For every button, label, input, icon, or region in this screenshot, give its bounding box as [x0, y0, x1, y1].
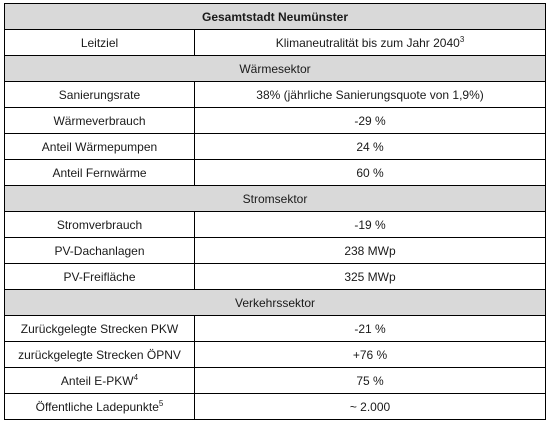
row-value: 238 MWp — [195, 238, 546, 264]
row-label: zurückgelegte Strecken ÖPNV — [18, 347, 181, 362]
row-value: -21 % — [195, 316, 546, 342]
table-row — [5, 134, 546, 160]
section-header-row — [5, 290, 546, 316]
row-label: Öffentliche Ladepunkte — [35, 399, 159, 414]
table-row — [5, 394, 546, 420]
section-header-row — [5, 186, 546, 212]
section-title: Stromsektor — [5, 186, 546, 212]
row-value: 38% (jährliche Sanierungsquote von 1,9%) — [195, 82, 546, 108]
row-label: Anteil Wärmepumpen — [41, 139, 158, 154]
row-label-cell — [5, 238, 195, 264]
table-row — [5, 238, 546, 264]
row-label: PV-Dachanlagen — [54, 243, 145, 258]
row-label-cell — [5, 108, 195, 134]
row-label: Wärmeverbrauch — [53, 113, 146, 128]
row-label-cell — [5, 264, 195, 290]
section-header-row — [5, 56, 546, 82]
row-label: PV-Freifläche — [63, 269, 136, 284]
row-label: Anteil E-PKW — [60, 373, 134, 388]
leitziel-row — [5, 30, 546, 56]
leitziel-value-cell — [195, 30, 546, 56]
row-value: -29 % — [195, 108, 546, 134]
table-title-row — [5, 4, 546, 30]
row-value: ~ 2.000 — [195, 394, 546, 420]
row-label: Stromverbrauch — [56, 217, 143, 232]
leitziel-label: Leitziel — [5, 30, 195, 56]
section-title: Verkehrssektor — [5, 290, 546, 316]
leitziel-value: Klimaneutralität bis zum Jahr 2040 — [275, 35, 460, 50]
row-value: -19 % — [195, 212, 546, 238]
row-label-cell — [5, 394, 195, 420]
row-label-cell — [5, 82, 195, 108]
section-title: Wärmesektor — [5, 56, 546, 82]
row-label-footnote: 5 — [158, 398, 164, 408]
row-label-footnote: 4 — [133, 372, 139, 382]
row-value: 60 % — [195, 160, 546, 186]
table-row — [5, 368, 546, 394]
row-value: 24 % — [195, 134, 546, 160]
table-title: Gesamtstadt Neumünster — [5, 4, 546, 30]
row-value: +76 % — [195, 342, 546, 368]
row-label-cell — [5, 212, 195, 238]
row-label-cell — [5, 316, 195, 342]
row-value: 75 % — [195, 368, 546, 394]
table-row — [5, 342, 546, 368]
row-label-cell — [5, 342, 195, 368]
row-value: 325 MWp — [195, 264, 546, 290]
table-body — [5, 4, 546, 420]
row-label-cell — [5, 160, 195, 186]
table-row — [5, 108, 546, 134]
row-label: Zurückgelegte Strecken PKW — [20, 321, 179, 336]
leitziel-footnote: 3 — [459, 34, 465, 44]
table-row — [5, 264, 546, 290]
row-label-cell — [5, 134, 195, 160]
climate-targets-table — [4, 3, 546, 420]
table-row — [5, 160, 546, 186]
row-label: Anteil Fernwärme — [52, 165, 147, 180]
table-row — [5, 212, 546, 238]
table-row — [5, 82, 546, 108]
row-label: Sanierungsrate — [58, 87, 141, 102]
table-row — [5, 316, 546, 342]
row-label-cell — [5, 368, 195, 394]
